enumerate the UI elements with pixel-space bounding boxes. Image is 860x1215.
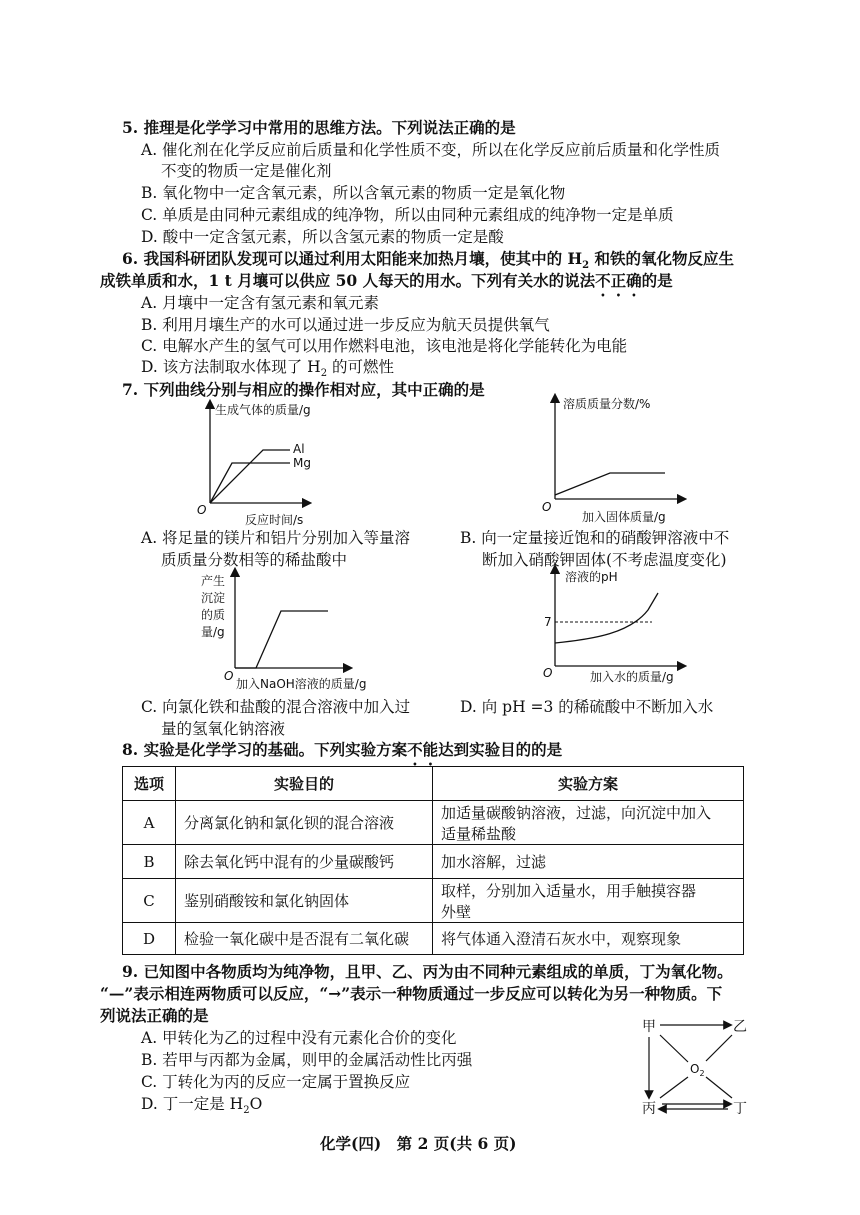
- page-footer: 化学(四) 第 2 页(共 6 页): [320, 1134, 517, 1153]
- q6-option-d: D. 该方法制取水体现了 $H_2$ 的可燃性: [141, 358, 394, 380]
- q7-option-b: B. 向一定量接近饱和的硝酸钾溶液中不: [460, 529, 730, 547]
- node-center-o2: $O_2$: [690, 1062, 705, 1078]
- node-jia: 甲: [642, 1019, 656, 1035]
- graph-a-origin: O: [197, 503, 207, 517]
- graph-c: [198, 568, 418, 696]
- node-ding: 丁: [733, 1101, 747, 1117]
- header-aim: 实验目的: [176, 767, 433, 801]
- q6-option-c: C. 电解水产生的氢气可以用作燃料电池，该电池是将化学能转化为电能: [141, 337, 628, 355]
- table-row: [123, 923, 744, 955]
- graph-c-ylabel-2: 沉淀: [201, 591, 226, 605]
- graph-d: [540, 565, 720, 695]
- q5-option-a-cont: 不变的物质一定是催化剂: [161, 162, 332, 180]
- header-plan: 实验方案: [433, 767, 744, 801]
- table-row: [123, 845, 744, 879]
- graph-a-label-mg: Mg: [293, 456, 311, 470]
- graph-a: [195, 400, 375, 530]
- q6-stem-line1: 6. 我国科研团队发现可以通过利用太阳能来加热月壤，使其中的 $H_2$ 和铁的氧化物反应生: [122, 249, 734, 272]
- graph-c-ylabel-4: 量/g: [201, 625, 225, 639]
- header-option: 选项: [123, 767, 176, 801]
- row-aim: 鉴别硝酸铵和氯化钠固体: [176, 879, 433, 923]
- q9-relation-diagram: [640, 1015, 765, 1120]
- graph-b: [540, 395, 720, 530]
- row-option: C: [123, 879, 176, 923]
- q9-stem-line1: 9. 已知图中各物质均为纯净物，且甲、乙、丙为由不同种元素组成的单质，丁为氧化物。: [122, 962, 733, 981]
- q5-stem: 5. 推理是化学学习中常用的思维方法。下列说法正确的是: [122, 118, 516, 137]
- node-bing: 丙: [642, 1101, 656, 1117]
- graph-a-ylabel: 生成气体的质量/g: [215, 403, 311, 417]
- q5-option-a: A. 催化剂在化学反应前后质量和化学性质不变，所以在化学反应前后质量和化学性质: [141, 141, 721, 159]
- graph-a-line-mg: [210, 463, 290, 503]
- table-header-row: [123, 767, 744, 801]
- q9-stem-line3: 列说法正确的是: [100, 1006, 209, 1025]
- graph-d-origin: O: [543, 666, 553, 680]
- q8-stem: 8. 实验是化学学习的基础。下列实验方案不能达到实验目的的是: [122, 740, 563, 759]
- q9-option-a: A. 甲转化为乙的过程中没有元素化合价的变化: [141, 1029, 457, 1047]
- graph-c-ylabel-3: 的质: [201, 608, 226, 622]
- row-option: B: [123, 845, 176, 879]
- graph-d-ylabel: 溶液的pH: [565, 570, 618, 584]
- q5-option-b: B. 氧化物中一定含氧元素，所以含氧元素的物质一定是氧化物: [141, 184, 566, 202]
- node-yi: 乙: [733, 1019, 747, 1035]
- link-jia-o2: [660, 1035, 688, 1062]
- q7-option-b-cont: 断加入硝酸钾固体(不考虑温度变化): [482, 551, 727, 569]
- row-plan: 取样，分别加入适量水，用手触摸容器 外壁: [433, 879, 744, 923]
- q6-stem-line2: 成铁单质和水，1 t 月壤可以供应 50 人每天的用水。下列有关水的说法不正确的是: [100, 271, 673, 290]
- graph-d-xlabel: 加入水的质量/g: [590, 670, 674, 684]
- q5-option-c: C. 单质是由同种元素组成的纯净物，所以由同种元素组成的纯净物一定是单质: [141, 206, 674, 224]
- row-option: D: [123, 923, 176, 955]
- q9-stem-line2: “—”表示相连两物质可以反应，“→”表示一种物质通过一步反应可以转化为另一种物质。下: [100, 984, 723, 1003]
- table-row: [123, 801, 744, 845]
- q7-option-a: A. 将足量的镁片和铝片分别加入等量溶: [141, 529, 411, 547]
- row-aim: 除去氧化钙中混有的少量碳酸钙: [176, 845, 433, 879]
- q7-option-c-cont: 量的氢氧化钠溶液: [161, 720, 286, 738]
- graph-d-seven: 7: [544, 615, 552, 629]
- row-plan: 将气体通入澄清石灰水中，观察现象: [433, 923, 744, 955]
- q5-option-d: D. 酸中一定含氢元素，所以含氢元素的物质一定是酸: [141, 228, 504, 246]
- link-yi-o2: [706, 1035, 732, 1061]
- q9-option-d: D. 丁一定是 $H_2O$: [141, 1095, 263, 1117]
- q7-option-a-cont: 质质量分数相等的稀盐酸中: [161, 551, 348, 569]
- q8-emphasis: 不能: [407, 740, 439, 759]
- row-aim: 分离氯化钠和氯化钡的混合溶液: [176, 801, 433, 845]
- q6-option-a: A. 月壤中一定含有氢元素和氧元素: [141, 294, 380, 312]
- graph-b-line: [555, 473, 665, 495]
- q9-option-c: C. 丁转化为丙的反应一定属于置换反应: [141, 1073, 411, 1091]
- graph-c-line: [235, 611, 328, 668]
- graph-a-label-al: Al: [293, 442, 305, 456]
- graph-a-line-al: [210, 450, 290, 503]
- row-plan: 加适量碳酸钠溶液，过滤，向沉淀中加入 适量稀盐酸: [433, 801, 744, 845]
- graph-b-ylabel: 溶质质量分数/%: [563, 397, 651, 411]
- q6-emphasis: 不正确: [595, 271, 642, 290]
- q9-option-b: B. 若甲与丙都为金属，则甲的金属活动性比丙强: [141, 1051, 473, 1069]
- row-aim: 检验一氧化碳中是否混有二氧化碳: [176, 923, 433, 955]
- row-option: A: [123, 801, 176, 845]
- graph-c-origin: O: [224, 669, 234, 683]
- graph-b-origin: O: [542, 500, 552, 514]
- table-row: [123, 879, 744, 923]
- q7-stem: 7. 下列曲线分别与相应的操作相对应，其中正确的是: [122, 380, 485, 399]
- q7-option-c: C. 向氯化铁和盐酸的混合溶液中加入过: [141, 698, 411, 716]
- row-plan: 加水溶解，过滤: [433, 845, 744, 879]
- experiment-table: [122, 766, 744, 955]
- graph-a-xlabel: 反应时间/s: [245, 513, 304, 527]
- q6-option-b: B. 利用月壤生产的水可以通过进一步反应为航天员提供氧气: [141, 316, 550, 334]
- q7-option-d: D. 向 pH =3 的稀硫酸中不断加入水: [460, 698, 714, 716]
- link-bing-o2: [660, 1077, 688, 1098]
- graph-c-ylabel-1: 产生: [201, 574, 226, 588]
- graph-d-curve: [555, 593, 658, 643]
- graph-c-xlabel: 加入NaOH溶液的质量/g: [236, 677, 367, 691]
- link-ding-o2: [706, 1077, 732, 1098]
- graph-b-xlabel: 加入固体质量/g: [582, 510, 666, 524]
